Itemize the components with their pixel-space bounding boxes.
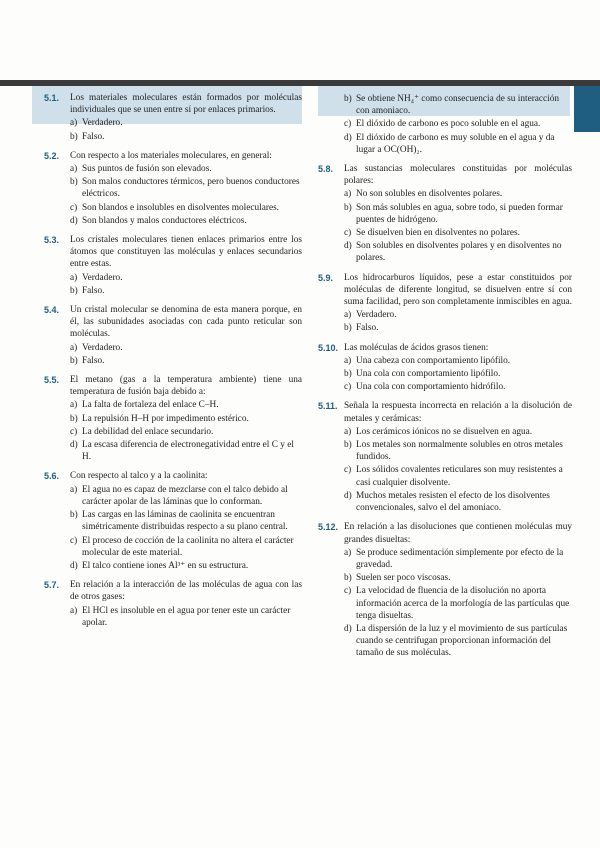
answer-option	[344, 188, 572, 200]
option-text: Son más solubles en agua, sobre todo, si pueden formar puentes de hidrógeno.	[356, 202, 563, 225]
option-letter: a)	[70, 400, 78, 411]
option-text: La repulsión H–H por impedimento estérico.	[82, 413, 249, 424]
question	[318, 93, 572, 156]
question-number: 5.1.	[44, 93, 60, 103]
answer-option	[344, 439, 572, 463]
option-text: Falso.	[82, 355, 105, 366]
answer-option	[70, 509, 302, 533]
option-letter: d)	[70, 440, 78, 451]
option-letter: d)	[344, 241, 352, 252]
question-number: 5.8.	[318, 164, 334, 175]
answer-option	[70, 342, 302, 354]
option-letter: d)	[344, 623, 352, 634]
answer-option	[70, 560, 302, 572]
option-text: La escasa diferencia de electronegatividad entre el C y el H.	[82, 440, 294, 463]
question-number: 5.5.	[44, 375, 60, 386]
option-letter: a)	[70, 484, 78, 495]
answer-option	[70, 355, 302, 367]
option-text: Son blandos e insolubles en disolventes moleculares.	[82, 202, 280, 213]
answer-option	[70, 535, 302, 559]
option-text: El agua no es capaz de mezclarse con el talco debido al carácter apolar de las láminas que lo conforman.	[82, 484, 288, 507]
option-letter: a)	[70, 605, 78, 616]
option-letter: a)	[70, 118, 78, 129]
question-number: 5.11.	[318, 401, 338, 412]
option-text: Los metales son normalmente solubles en otros metales fundidos.	[356, 440, 563, 463]
option-letter: b)	[70, 355, 78, 366]
option-letter: a)	[70, 342, 78, 353]
answer-option	[344, 381, 572, 393]
option-text: Los sólidos covalentes reticulares son muy resistentes a casi cualquier disolvente.	[356, 465, 563, 488]
option-text: La dispersión de la luz y el movimiento de sus partículas cuando se centrifugan proporcionan información del tamaño de sus moléculas.	[356, 623, 568, 659]
option-text: Sus puntos de fusión son elevados.	[82, 164, 212, 175]
option-letter: c)	[344, 228, 352, 239]
answer-option	[344, 426, 572, 438]
option-letter: b)	[344, 369, 352, 380]
question	[44, 150, 302, 227]
answer-option	[344, 464, 572, 488]
option-letter: c)	[70, 202, 78, 213]
question-text: Las sustancias moleculares constituidas por moléculas polares:	[344, 164, 572, 187]
question	[318, 342, 572, 394]
answer-option	[344, 623, 572, 660]
option-letter: c)	[344, 586, 352, 597]
question-text: Con respecto a los materiales moleculares, en general:	[70, 150, 272, 161]
answer-option	[344, 572, 572, 584]
option-text: Verdadero.	[82, 272, 123, 283]
answer-option	[344, 118, 572, 130]
option-text: Se produce sedimentación simplemente por efecto de la gravedad.	[356, 547, 564, 570]
question	[44, 304, 302, 367]
answer-option	[70, 176, 302, 200]
option-letter: b)	[70, 285, 78, 296]
answer-option	[344, 547, 572, 571]
option-letter: b)	[70, 177, 78, 188]
answer-option	[344, 322, 572, 334]
option-text: El dióxido de carbono es poco soluble en el agua.	[356, 119, 541, 130]
answer-option	[70, 215, 302, 227]
answer-option	[70, 605, 302, 629]
option-letter: c)	[344, 119, 352, 130]
question-text: Las moléculas de ácidos grasos tienen:	[344, 342, 489, 353]
answer-option	[344, 309, 572, 321]
option-text: Verdadero.	[82, 342, 123, 353]
left-column	[44, 92, 302, 636]
question-text: Señala la respuesta incorrecta en relación a la disolución de metales y cerámicas:	[344, 401, 572, 424]
answer-option	[344, 240, 572, 264]
option-letter: b)	[70, 131, 78, 142]
option-text: El HCl es insoluble en el agua por tener este un carácter apolar.	[82, 605, 291, 628]
option-text: Falso.	[356, 323, 379, 334]
answer-option	[344, 355, 572, 367]
answer-option	[70, 163, 302, 175]
option-text: Verdadero.	[356, 310, 397, 321]
question-text: Los cristales moleculares tienen enlaces primarios entre los átomos que constituyen las moléculas y enlaces secundarios entre estas.	[70, 235, 302, 270]
option-text: La debilidad del enlace secundario.	[82, 426, 214, 437]
answer-option	[70, 484, 302, 508]
question	[44, 579, 302, 629]
option-text: Son blandos y malos conductores eléctricos.	[82, 215, 247, 226]
question	[44, 470, 302, 572]
question	[318, 163, 572, 265]
answer-option	[344, 490, 572, 514]
option-text: La falta de fortaleza del enlace C–H.	[82, 400, 219, 411]
question-number: 5.3.	[44, 235, 60, 246]
option-letter: a)	[344, 310, 352, 321]
answer-option	[70, 272, 302, 284]
question	[44, 92, 302, 143]
option-letter: a)	[344, 189, 352, 200]
option-letter: a)	[70, 164, 78, 175]
option-letter: d)	[70, 560, 78, 571]
question-number: 5.12.	[318, 522, 339, 533]
option-letter: a)	[344, 426, 352, 437]
option-letter: b)	[70, 413, 78, 424]
option-text: Los cerámicos iónicos no se disuelven en agua.	[356, 426, 533, 437]
option-letter: c)	[344, 465, 352, 476]
answer-option	[344, 202, 572, 226]
option-letter: b)	[344, 440, 352, 451]
question-number: 5.2.	[44, 150, 60, 161]
answer-option	[70, 117, 302, 129]
question	[44, 374, 302, 463]
answer-option	[344, 227, 572, 239]
option-letter: b)	[344, 573, 352, 584]
option-letter: c)	[344, 382, 352, 393]
option-letter: c)	[70, 535, 78, 546]
answer-option	[70, 426, 302, 438]
question	[318, 521, 572, 659]
answer-option	[344, 132, 572, 156]
option-text: La velocidad de fluencia de la disolución no aporta información acerca de la morfología de las partículas que tenga disueltas.	[356, 586, 570, 621]
option-text: Una cola con comportamiento hidrófilo.	[356, 382, 506, 393]
option-text: Una cola con comportamiento lipófilo.	[356, 369, 501, 380]
question-text: Los materiales moleculares están formados por moléculas individuales que se unen entre sí por enlaces primarios.	[70, 93, 302, 116]
answer-option	[70, 285, 302, 297]
option-letter: d)	[344, 132, 352, 143]
question-text: Los hidrocarburos líquidos, pese a estar constituidos por moléculas de diferente longitud, se disuelven entre sí con suma facilidad, pero son completamente inmiscibles en agua.	[344, 272, 572, 308]
question-text: En relación a la interacción de las moléculas de agua con las de otros gases:	[70, 580, 302, 603]
option-text: No son solubles en disolventes polares.	[356, 189, 503, 200]
option-letter: b)	[344, 94, 352, 104]
option-letter: a)	[70, 272, 78, 283]
answer-option	[70, 399, 302, 411]
option-text: Verdadero.	[82, 118, 123, 129]
option-letter: a)	[344, 547, 352, 558]
option-text: Suelen ser poco viscosas.	[356, 573, 451, 584]
chapter-tab	[574, 86, 600, 132]
option-letter: d)	[344, 490, 352, 501]
option-text: Son malos conductores térmicos, pero buenos conductores eléctricos.	[82, 177, 300, 200]
option-text: Muchos metales resisten el efecto de los disolventes convencionales, salvo el del amoniaco.	[356, 490, 550, 514]
option-text: Se disuelven bien en disolventes no polares.	[356, 228, 520, 239]
option-text: Una cabeza con comportamiento lipófilo.	[356, 355, 511, 366]
answer-option	[344, 93, 572, 117]
question-text: El metano (gas a la temperatura ambiente) tiene una temperatura de fusión baja debido a:	[70, 375, 302, 398]
answer-option	[70, 202, 302, 214]
answer-option	[344, 585, 572, 622]
question	[44, 234, 302, 297]
question	[318, 400, 572, 514]
answer-option	[70, 439, 302, 463]
option-text: Las cargas en las láminas de caolinita se encuentran simétricamente distribuidas respecto a su plano central.	[82, 510, 288, 533]
option-letter: c)	[70, 426, 78, 437]
question-text: Con respecto al talco y a la caolinita:	[70, 471, 208, 482]
answer-option	[344, 368, 572, 380]
answer-option	[70, 131, 302, 143]
option-letter: b)	[70, 510, 78, 521]
question-text: Un cristal molecular se denomina de esta manera porque, en él, las subunidades asociadas con cada punto reticular son moléculas.	[70, 305, 302, 340]
option-text: Falso.	[82, 285, 105, 296]
option-text: Falso.	[82, 131, 105, 142]
option-text: El talco contiene iones Al³⁺ en su estructura.	[82, 560, 249, 571]
question-number: 5.7.	[44, 580, 60, 591]
option-text: Son solubles en disolventes polares y en disolventes no polares.	[356, 241, 562, 264]
question-number: 5.9.	[318, 272, 334, 283]
option-letter: a)	[344, 355, 352, 366]
question-number: 5.6.	[44, 471, 60, 482]
option-text: El proceso de cocción de la caolinita no altera el carácter molecular de este material.	[82, 535, 294, 558]
question	[318, 272, 572, 335]
question-number: 5.10.	[318, 342, 339, 353]
option-letter: b)	[344, 323, 352, 334]
question-number: 5.4.	[44, 305, 60, 316]
right-column	[318, 92, 572, 667]
option-text: Se obtiene NH₄⁺ como consecuencia de su interacción con amoniaco.	[356, 94, 560, 117]
question-text: En relación a las disoluciones que contienen moléculas muy grandes disueltas:	[344, 522, 572, 545]
option-text: El dióxido de carbono es muy soluble en el agua y da lugar a OC(OH)₂.	[356, 132, 555, 155]
answer-option	[70, 413, 302, 425]
option-letter: d)	[70, 215, 78, 226]
option-letter: b)	[344, 202, 352, 213]
